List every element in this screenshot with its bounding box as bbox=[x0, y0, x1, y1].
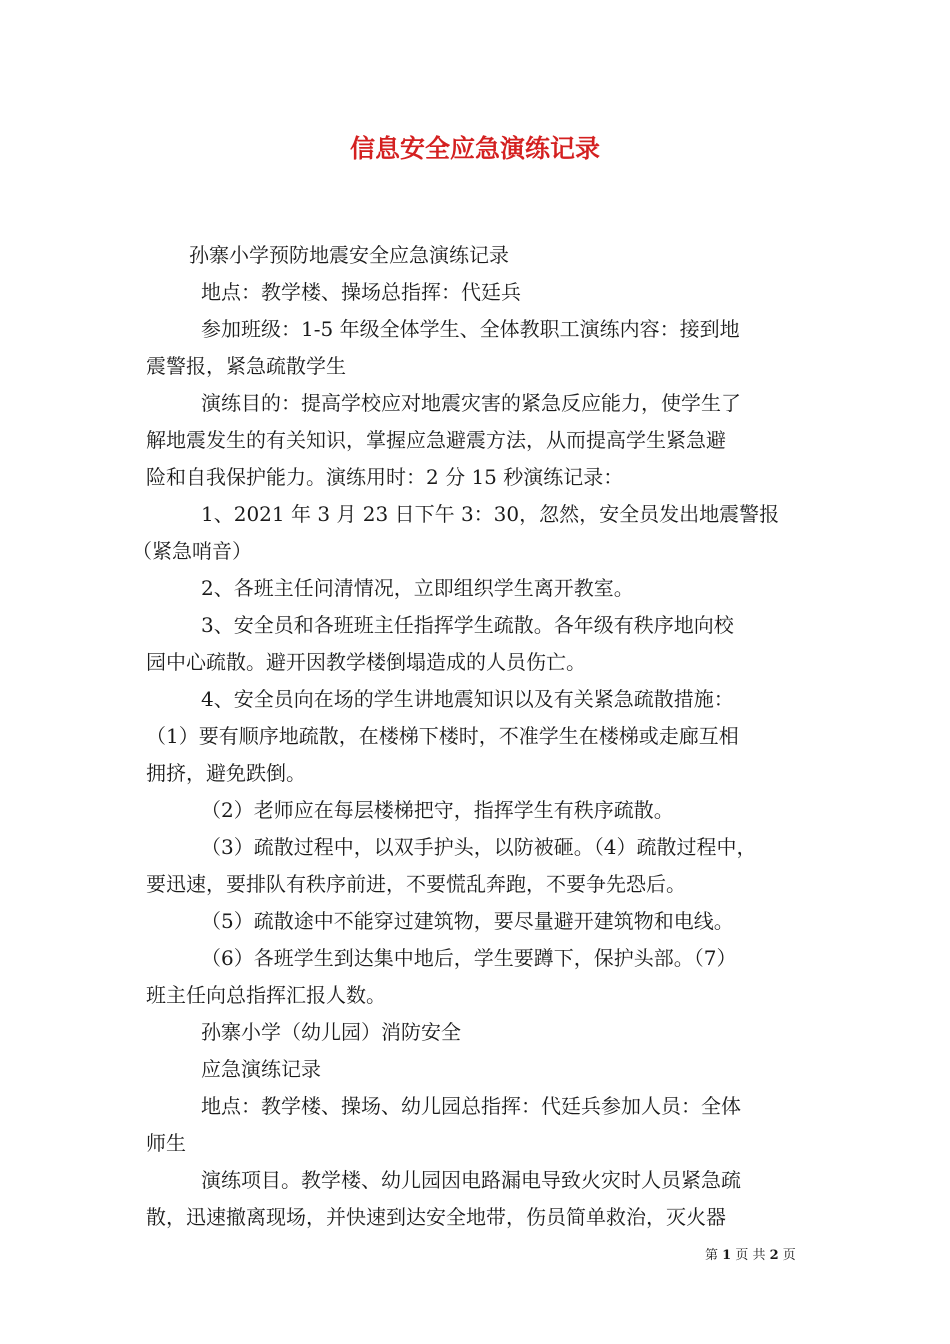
text-line: 险和自我保护能力。演练用时：2 分 15 秒演练记录： bbox=[146, 465, 624, 489]
text-line: 园中心疏散。避开因教学楼倒塌造成的人员伤亡。 bbox=[146, 650, 586, 674]
text-line: 拥挤，避免跌倒。 bbox=[146, 761, 306, 785]
text-line: （6）各班学生到达集中地后，学生要蹲下，保护头部。（7） bbox=[201, 946, 737, 970]
footer-mid: 页 共 bbox=[731, 1248, 770, 1263]
text-line: （5）疏散途中不能穿过建筑物，要尽量避开建筑物和电线。 bbox=[201, 909, 734, 933]
text-line: （1）要有顺序地疏散，在楼梯下楼时，不准学生在楼梯或走廊互相 bbox=[146, 724, 739, 748]
text-line: 地点：教学楼、操场总指挥：代廷兵 bbox=[201, 280, 521, 304]
text-line: 班主任向总指挥汇报人数。 bbox=[146, 983, 386, 1007]
text-line: 演练目的：提高学校应对地震灾害的紧急反应能力，使学生了 bbox=[201, 391, 741, 415]
page-title: 信息安全应急演练记录 bbox=[349, 134, 600, 163]
text-line: 演练项目。教学楼、幼儿园因电路漏电导致火灾时人员紧急疏 bbox=[201, 1168, 741, 1192]
text-line: 4、安全员向在场的学生讲地震知识以及有关紧急疏散措施： bbox=[201, 687, 734, 711]
text-line: 解地震发生的有关知识，掌握应急避震方法，从而提高学生紧急避 bbox=[146, 428, 726, 452]
text-line: （2）老师应在每层楼梯把守，指挥学生有秩序疏散。 bbox=[201, 798, 674, 822]
footer-suffix: 页 bbox=[778, 1248, 796, 1263]
text-line: 3、安全员和各班班主任指挥学生疏散。各年级有秩序地向校 bbox=[201, 613, 734, 637]
text-line: （紧急哨音） bbox=[132, 539, 252, 563]
text-line: 参加班级：1-5 年级全体学生、全体教职工演练内容：接到地 bbox=[201, 317, 740, 341]
text-line: 孙寨小学预防地震安全应急演练记录 bbox=[189, 243, 509, 267]
footer-page-number: 1 bbox=[722, 1248, 732, 1263]
text-line: （3）疏散过程中，以双手护头，以防被砸。（4）疏散过程中， bbox=[201, 835, 757, 859]
text-line: 孙寨小学（幼儿园）消防安全 bbox=[201, 1020, 461, 1044]
footer-total-pages: 2 bbox=[769, 1248, 779, 1263]
text-line: 1、2021 年 3 月 23 日下午 3：30，忽然，安全员发出地震警报 bbox=[201, 502, 780, 526]
text-line: 地点：教学楼、操场、幼儿园总指挥：代廷兵参加人员：全体 bbox=[201, 1094, 741, 1118]
text-line: 2、各班主任问清情况，立即组织学生离开教室。 bbox=[201, 576, 634, 600]
footer-prefix: 第 bbox=[705, 1248, 723, 1263]
text-line: 震警报，紧急疏散学生 bbox=[146, 354, 346, 378]
page-footer bbox=[705, 1247, 796, 1265]
text-line: 师生 bbox=[146, 1131, 186, 1155]
text-line: 应急演练记录 bbox=[201, 1057, 321, 1081]
text-line: 要迅速，要排队有秩序前进，不要慌乱奔跑，不要争先恐后。 bbox=[146, 872, 686, 896]
text-line: 散，迅速撤离现场，并快速到达安全地带，伤员简单救治，灭火器 bbox=[146, 1205, 726, 1229]
